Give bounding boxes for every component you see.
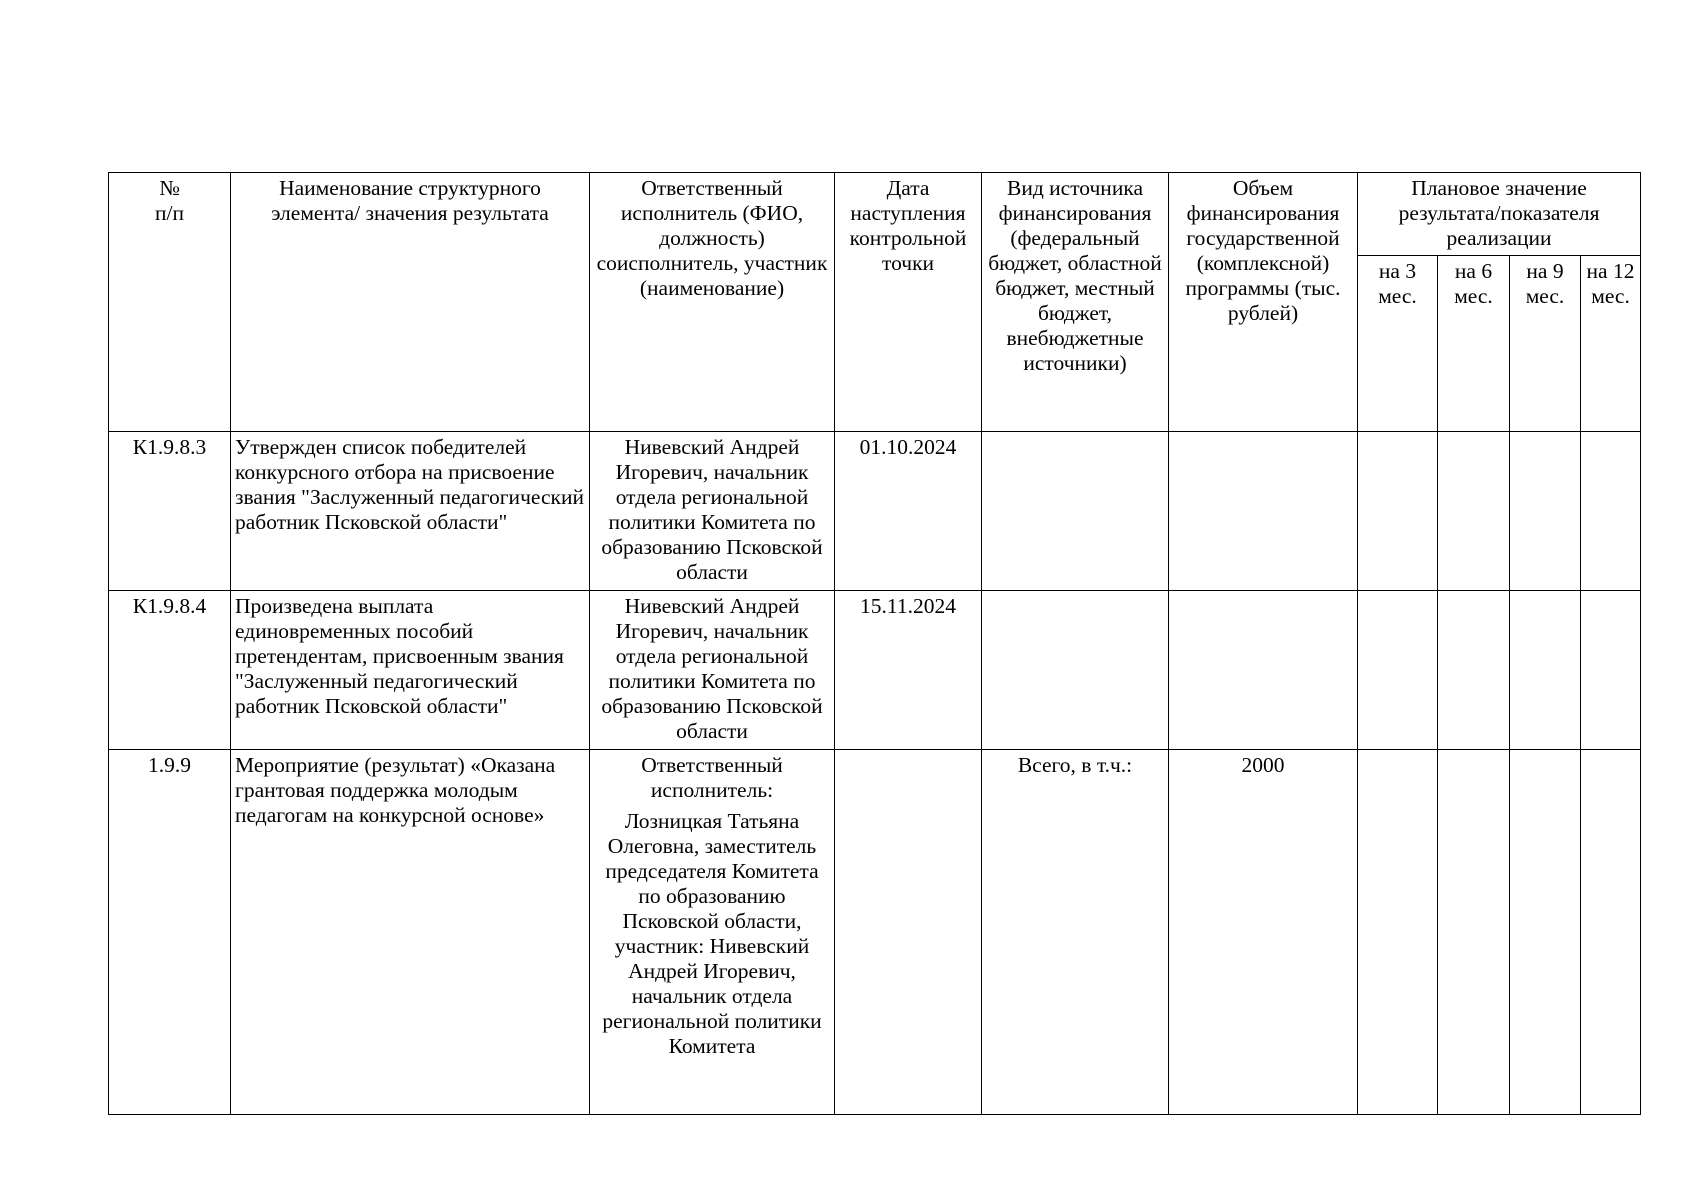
cell-m3 xyxy=(1358,750,1438,1115)
table-row xyxy=(109,591,1641,750)
header-executor: Ответственный исполнитель (ФИО, должность) соисполнитель, участник (наименование) xyxy=(590,173,835,432)
cell-source: Всего, в т.ч.: xyxy=(982,750,1169,1115)
cell-m6 xyxy=(1438,432,1510,591)
header-volume: Объем финансирования государственной (комплексной) программы (тыс. рублей) xyxy=(1169,173,1358,432)
cell-name: Утвержден список победителей конкурсного отбора на присвоение звания "Заслуженный педагогический работник Псковской области" xyxy=(231,432,590,591)
header-date: Дата наступления контрольной точки xyxy=(835,173,982,432)
cell-m12 xyxy=(1581,432,1641,591)
header-m9: на 9 мес. xyxy=(1510,256,1581,432)
header-source: Вид источника финансирования (федеральный бюджет, областной бюджет, местный бюджет, внебюджетные источники) xyxy=(982,173,1169,432)
cell-source xyxy=(982,432,1169,591)
cell-m9 xyxy=(1510,750,1581,1115)
cell-name: Произведена выплата единовременных пособий претендентам, присвоенным звания "Заслуженный педагогический работник Псковской области" xyxy=(231,591,590,750)
cell-date xyxy=(835,750,982,1115)
cell-executor-title: Ответственный исполнитель: xyxy=(641,753,783,802)
cell-executor xyxy=(590,750,835,1115)
table-row xyxy=(109,432,1641,591)
table-row xyxy=(109,750,1641,1115)
header-plan: Плановое значение результата/показателя реализации xyxy=(1358,173,1641,256)
cell-source xyxy=(982,591,1169,750)
cell-m6 xyxy=(1438,591,1510,750)
cell-m6 xyxy=(1438,750,1510,1115)
cell-executor-text: Лозницкая Татьяна Олеговна, заместитель председателя Комитета по образованию Псковской области, участник: Нивевский Андрей Игоревич, начальник отдела региональной политики Комитета xyxy=(602,809,822,1058)
header-num: № п/п xyxy=(109,173,231,432)
cell-m12 xyxy=(1581,591,1641,750)
cell-volume xyxy=(1169,591,1358,750)
header-m12: на 12 мес. xyxy=(1581,256,1641,432)
cell-num: К1.9.8.4 xyxy=(109,591,231,750)
cell-executor: Нивевский Андрей Игоревич, начальник отдела региональной политики Комитета по образованию Псковской области xyxy=(590,432,835,591)
plan-table xyxy=(108,172,1641,1115)
cell-m12 xyxy=(1581,750,1641,1115)
cell-m3 xyxy=(1358,432,1438,591)
cell-volume xyxy=(1169,432,1358,591)
header-name: Наименование структурного элемента/ значения результата xyxy=(231,173,590,432)
cell-num: 1.9.9 xyxy=(109,750,231,1115)
header-m3: на 3 мес. xyxy=(1358,256,1438,432)
header-m6: на 6 мес. xyxy=(1438,256,1510,432)
cell-executor: Нивевский Андрей Игоревич, начальник отдела региональной политики Комитета по образованию Псковской области xyxy=(590,591,835,750)
cell-m3 xyxy=(1358,591,1438,750)
cell-num: К1.9.8.3 xyxy=(109,432,231,591)
header-row xyxy=(109,173,1641,256)
cell-date: 01.10.2024 xyxy=(835,432,982,591)
cell-m9 xyxy=(1510,432,1581,591)
cell-volume: 2000 xyxy=(1169,750,1358,1115)
cell-name: Мероприятие (результат) «Оказана грантовая поддержка молодым педагогам на конкурсной основе» xyxy=(231,750,590,1115)
cell-date: 15.11.2024 xyxy=(835,591,982,750)
cell-m9 xyxy=(1510,591,1581,750)
